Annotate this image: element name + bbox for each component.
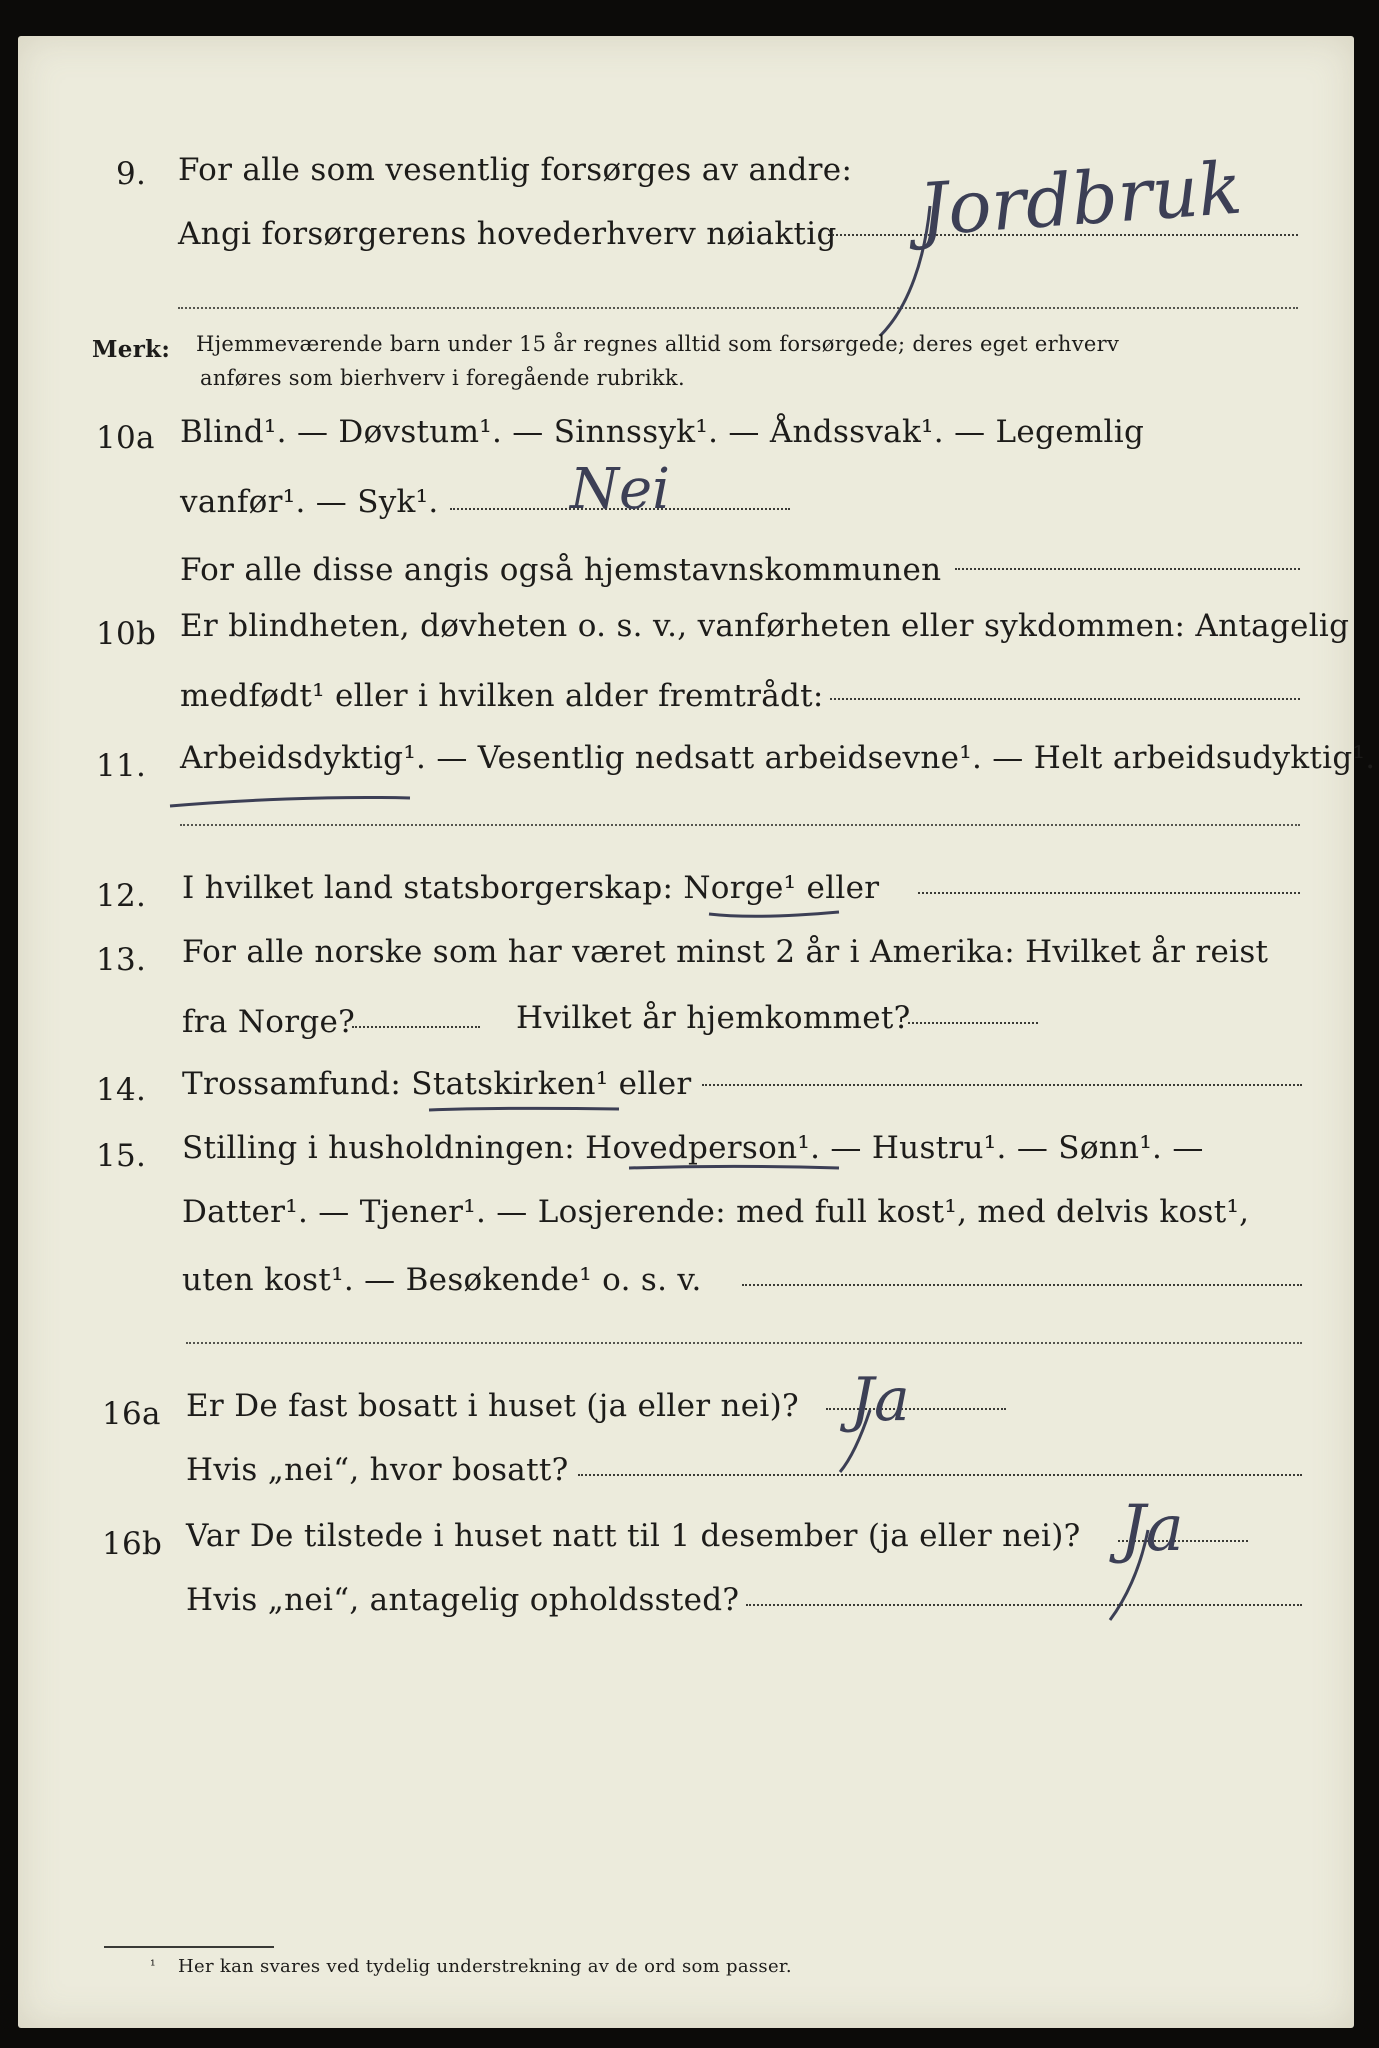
item-15-answer-line — [742, 1284, 1302, 1286]
item-15-household-position: Stilling i husholdningen: Hovedperson¹. — Hustru¹. — Sønn¹. — — [182, 1130, 1204, 1166]
item-13-left-year-line — [352, 1026, 480, 1028]
item-10a-handwritten-answer — [560, 448, 760, 528]
item-16b-number: 16b — [102, 1526, 163, 1562]
merk-note-line2: anføres som bierhverv i foregående rubrikk. — [200, 366, 685, 390]
item-15-handwritten-underline — [624, 1158, 844, 1178]
item-11-work-capacity: Arbeidsdyktig¹. — Vesentlig nedsatt arbeidsevne¹. — Helt arbeidsudyktig¹. — [180, 740, 1376, 776]
item-9-number: 9. — [116, 156, 147, 192]
item-10a-number: 10a — [96, 420, 155, 456]
item-16b-present: Var De tilstede i huset natt til 1 desember (ja eller nei)? — [186, 1518, 1081, 1554]
item-11-extra-line — [180, 824, 1300, 826]
item-12-number: 12. — [96, 878, 147, 914]
item-10a-conditions-cont: vanfør¹. — Syk¹. — [180, 484, 439, 520]
item-16a-if-not-where: Hvis „nei“, hvor bosatt? — [186, 1452, 569, 1488]
item-13-returned: Hvilket år hjemkommet? — [516, 1000, 911, 1036]
item-11-handwritten-underline — [160, 786, 420, 816]
item-12-answer-line — [918, 892, 1300, 894]
item-13-left-norway: fra Norge? — [182, 1004, 356, 1040]
item-12-citizenship: I hvilket land statsborgerskap: Norge¹ eller — [182, 870, 880, 906]
item-14-number: 14. — [96, 1072, 147, 1108]
item-14-answer-line — [702, 1084, 1302, 1086]
item-10b-question-cont: medfødt¹ eller i hvilken alder fremtrådt: — [180, 678, 824, 714]
footnote-text: Her kan svares ved tydelig understrekning av de ord som passer. — [178, 1956, 792, 1977]
item-10a-home-municipality: For alle disse angis også hjemstavnskommunen — [180, 552, 942, 588]
svg-text:Jordbruk: Jordbruk — [916, 145, 1245, 253]
item-10a-municipality-line — [955, 568, 1300, 570]
item-16b-location-line — [746, 1604, 1302, 1606]
item-16a-where-line — [578, 1474, 1302, 1476]
merk-note-line1: Hjemmeværende barn under 15 år regnes alltid som forsørgede; deres eget erhverv — [196, 332, 1120, 356]
item-15-number: 15. — [96, 1138, 147, 1174]
item-10b-question: Er blindheten, døvheten o. s. v., vanførheten eller sykdommen: Antagelig — [180, 608, 1350, 644]
item-9-question: For alle som vesentlig forsørges av andre: — [178, 152, 853, 188]
item-13-number: 13. — [96, 942, 147, 978]
item-12-handwritten-underline — [704, 906, 844, 926]
item-13-america-question: For alle norske som har været minst 2 år i Amerika: Hvilket år reist — [182, 934, 1269, 970]
item-14-handwritten-underline — [424, 1100, 624, 1120]
item-9-subquestion: Angi forsørgerens hovederhverv nøiaktig — [178, 216, 837, 252]
item-16a-handwritten-answer — [830, 1360, 1010, 1480]
item-16a-number: 16a — [102, 1396, 161, 1432]
item-15-household-position-end: uten kost¹. — Besøkende¹ o. s. v. — [182, 1262, 702, 1298]
item-10a-conditions: Blind¹. — Døvstum¹. — Sinnssyk¹. — Åndssvak¹. — Legemlig — [180, 414, 1145, 450]
item-10b-number: 10b — [96, 616, 157, 652]
svg-text:Ja: Ja — [850, 1365, 910, 1435]
item-11-number: 11. — [96, 748, 147, 784]
merk-label: Merk: — [92, 336, 171, 363]
item-16b-if-not-location: Hvis „nei“, antagelig opholdssted? — [186, 1582, 740, 1618]
item-13-returned-year-line — [908, 1022, 1038, 1024]
svg-text:Nei: Nei — [570, 457, 671, 522]
item-10b-answer-line — [830, 698, 1300, 700]
footnote-mark: ¹ — [150, 1958, 156, 1974]
item-9-handwritten-answer — [850, 136, 1270, 336]
item-16a-resident: Er De fast bosatt i huset (ja eller nei)? — [186, 1388, 799, 1424]
item-16b-handwritten-answer — [1070, 1480, 1270, 1630]
footnote-rule — [104, 1946, 274, 1948]
item-15-household-position-cont: Datter¹. — Tjener¹. — Losjerende: med full kost¹, med delvis kost¹, — [182, 1194, 1250, 1230]
svg-text:Ja: Ja — [1120, 1492, 1184, 1566]
item-14-religion: Trossamfund: Statskirken¹ eller — [182, 1066, 692, 1102]
item-15-extra-line — [186, 1342, 1302, 1344]
